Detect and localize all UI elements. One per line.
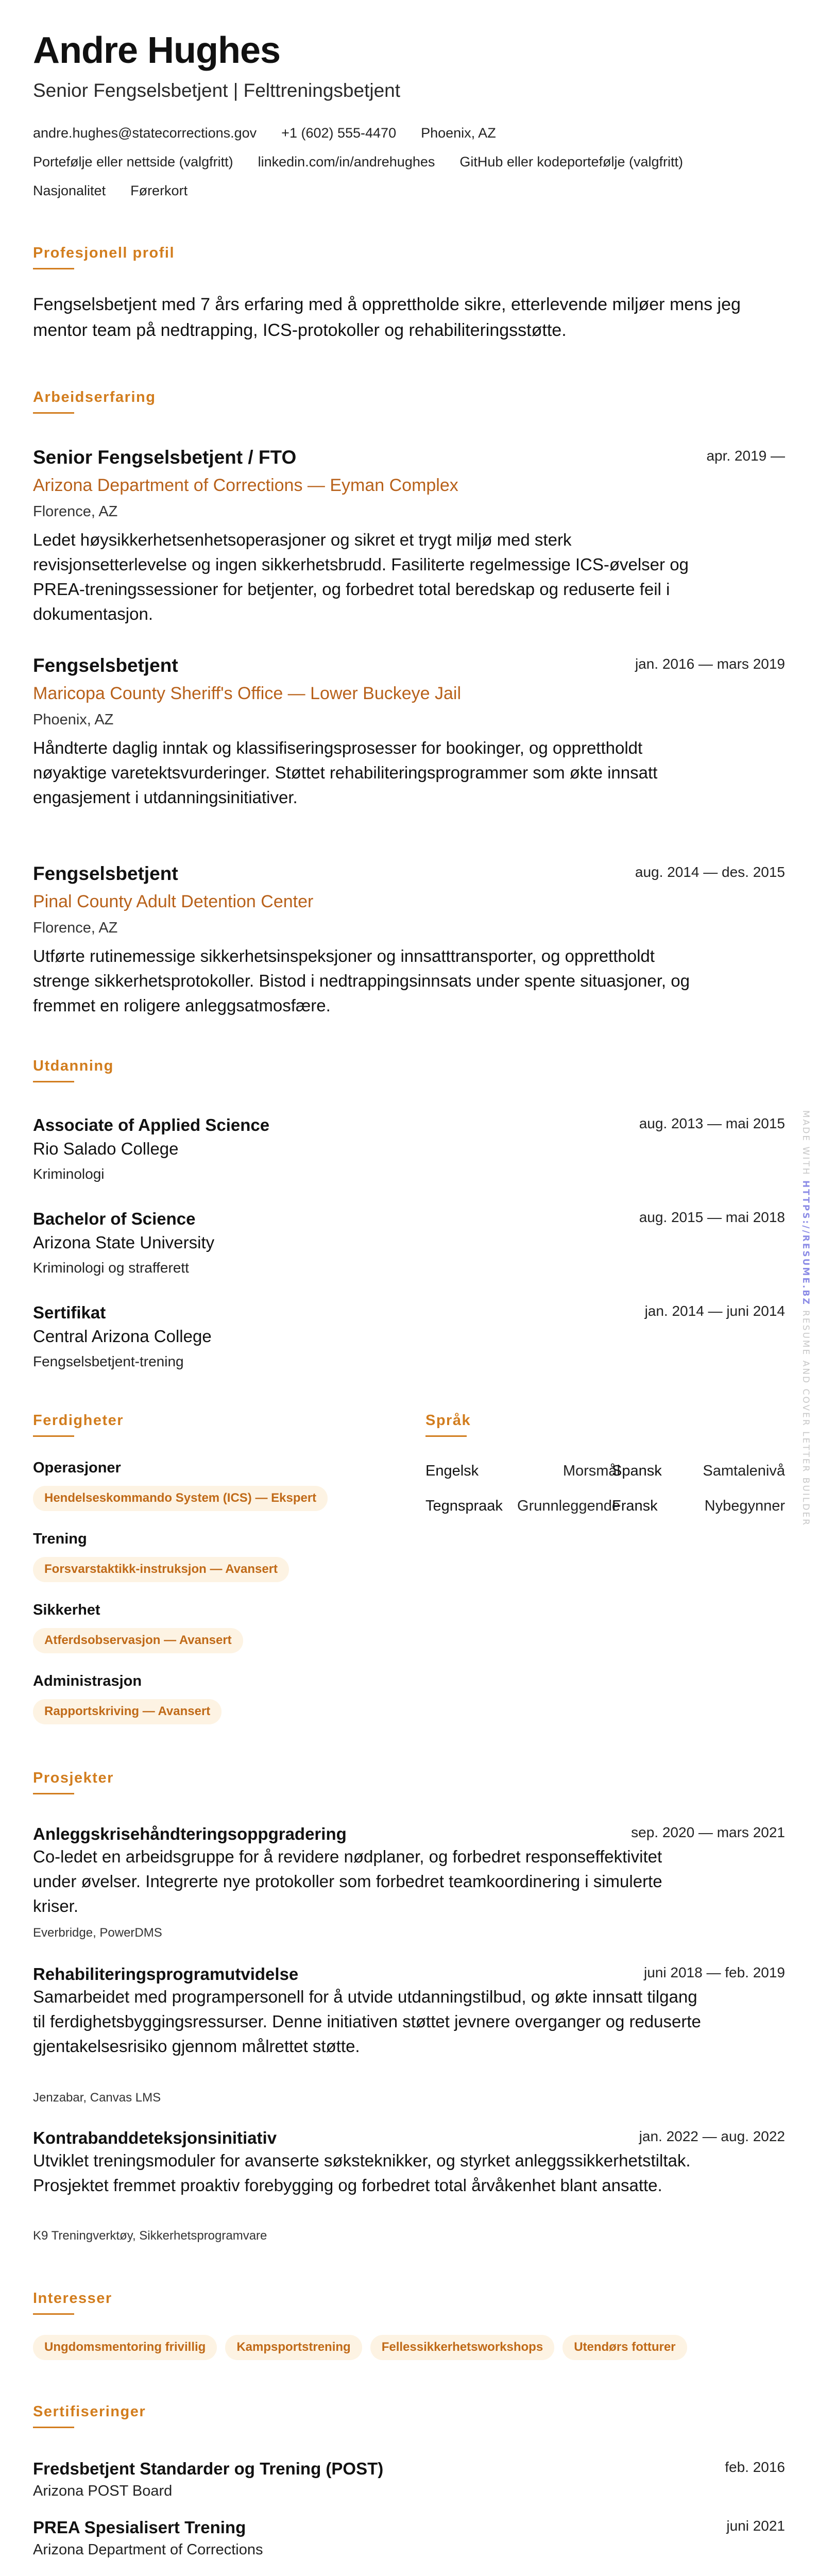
section-divider <box>33 268 74 269</box>
job-organization: Pinal County Adult Detention Center <box>33 892 314 911</box>
certification-issuer: Arizona Department of Corrections <box>33 2541 263 2558</box>
section-title-profile: Profesjonell profil <box>33 245 175 261</box>
watermark-suffix: RESUME AND COVER LETTER BUILDER <box>800 1310 811 1527</box>
contact-row <box>33 125 496 141</box>
job-organization: Arizona Department of Corrections — Eyman Complex <box>33 476 458 495</box>
project-description: Co-ledet en arbeidsgruppe for å revidere nødplaner, og forbedret responseffektivitet under øvelser. Integrerte nye protokoller som forbedret teamkoordinering i simulerte kriser. <box>33 1847 662 1916</box>
project-dates: sep. 2020 — mars 2021 <box>631 1824 785 1840</box>
section-title-projects: Prosjekter <box>33 1770 114 1786</box>
project-name: Anleggskrisehåndteringsoppgradering <box>33 1824 347 1843</box>
builder-watermark <box>799 1110 813 1543</box>
language-name: Engelsk <box>425 1463 479 1479</box>
linkedin-link[interactable]: linkedin.com/in/andrehughes <box>258 154 435 170</box>
interest-tag: Fellessikkerhetsworkshops <box>370 2335 554 2360</box>
education-dates: jan. 2014 — juni 2014 <box>644 1303 785 1319</box>
candidate-name: Andre Hughes <box>33 30 281 71</box>
job-dates: apr. 2019 — <box>706 448 785 464</box>
watermark-prefix: MADE WITH <box>800 1110 811 1176</box>
phone-link[interactable]: +1 (602) 555-4470 <box>281 125 397 141</box>
job-description: Utførte rutinemessige sikkerhetsinspeksjoner og innsatttransporter, og opprettholdt strenge sikkerhetsprotokoller. Bistod i nedtrappingsinnsats under spente situasjoner, og fremmet en roligere anleggsatmosfære. <box>33 946 690 1015</box>
email-link[interactable]: andre.hughes@statecorrections.gov <box>33 125 257 141</box>
project-name: Kontrabanddeteksjonsinitiativ <box>33 2128 277 2147</box>
section-divider <box>425 1435 467 1437</box>
section-title-interests: Interesser <box>33 2290 112 2307</box>
project-technologies: Everbridge, PowerDMS <box>33 1926 162 1940</box>
job-dates: aug. 2014 — des. 2015 <box>635 864 785 880</box>
education-degree: Bachelor of Science <box>33 1209 196 1228</box>
job-title: Fengselsbetjent <box>33 863 178 884</box>
interest-tag: Utendørs fotturer <box>563 2335 687 2360</box>
links-row <box>33 154 683 170</box>
portfolio-link[interactable]: Portefølje eller nettside (valgfritt) <box>33 154 233 170</box>
skill-category: Administrasjon <box>33 1673 142 1689</box>
interest-list <box>33 2335 687 2360</box>
education-school: Rio Salado College <box>33 1139 179 1158</box>
interest-tag: Kampsportstrening <box>225 2335 362 2360</box>
section-title-languages: Språk <box>425 1412 471 1429</box>
education-dates: aug. 2013 — mai 2015 <box>639 1115 785 1131</box>
job-location: Phoenix, AZ <box>33 711 114 728</box>
skill-tag: Forsvarstaktikk-instruksjon — Avansert <box>33 1557 289 1582</box>
project-description: Utviklet treningsmoduler for avanserte søksteknikker, og styrket anleggssikkerhetstiltak. Prosjektet fremmet proaktiv forebygging og forbedret total årvåkenhet blant ansatte. <box>33 2151 691 2195</box>
education-degree: Sertifikat <box>33 1303 106 1322</box>
section-divider <box>33 1081 74 1082</box>
certification-date: juni 2021 <box>726 2518 785 2534</box>
certification-name: Fredsbetjent Standarder og Trening (POST) <box>33 2459 384 2478</box>
location-text: Phoenix, AZ <box>421 125 496 141</box>
job-location: Florence, AZ <box>33 503 118 520</box>
project-description: Samarbeidet med programpersonell for å utvide utdanningstilbud, og økte innsatt tilgang til ferdighetsbyggingsressurser. Denne initiativen støttet jevnere overganger og reduserte gjentakelsesrisiko gjennom målrettet støtte. <box>33 1987 701 2056</box>
project-dates: jan. 2022 — aug. 2022 <box>639 2128 785 2144</box>
job-description: Håndterte daglig inntak og klassifiseringsprosesser for bookinger, og opprettholdt nøyaktige varetektsvurderinger. Støttet rehabiliteringsprogrammer som økte innsatt engasjement i utdanningsinitiativer. <box>33 738 658 807</box>
language-level: Samtalenivå <box>703 1463 785 1479</box>
headline: Senior Fengselsbetjent | Felttreningsbetjent <box>33 80 401 101</box>
skill-tag: Hendelseskommando System (ICS) — Ekspert <box>33 1486 328 1511</box>
education-field: Kriminologi <box>33 1166 105 1182</box>
section-divider <box>33 1435 74 1437</box>
language-name: Tegnspraak <box>425 1498 503 1514</box>
license-text: Førerkort <box>130 183 188 198</box>
project-dates: juni 2018 — feb. 2019 <box>644 1964 785 1980</box>
language-name: Fransk <box>612 1498 658 1514</box>
personal-row <box>33 182 188 199</box>
education-dates: aug. 2015 — mai 2018 <box>639 1209 785 1225</box>
language-name: Spansk <box>612 1463 662 1479</box>
job-organization: Maricopa County Sheriff's Office — Lower Buckeye Jail <box>33 684 462 703</box>
section-divider <box>33 412 74 414</box>
github-link[interactable]: GitHub eller kodeportefølje (valgfritt) <box>459 154 684 170</box>
project-technologies: Jenzabar, Canvas LMS <box>33 2091 161 2105</box>
section-title-experience: Arbeidserfaring <box>33 389 156 405</box>
language-level: Grunnleggende <box>517 1498 620 1514</box>
section-divider <box>33 1793 74 1794</box>
skill-category: Trening <box>33 1531 87 1547</box>
section-title-certifications: Sertifiseringer <box>33 2403 146 2420</box>
certification-date: feb. 2016 <box>725 2459 785 2475</box>
section-title-education: Utdanning <box>33 1058 114 1074</box>
watermark-text <box>800 1110 811 1527</box>
skill-category: Sikkerhet <box>33 1602 100 1618</box>
education-field: Fengselsbetjent-trening <box>33 1353 184 1369</box>
skill-tag: Atferdsobservasjon — Avansert <box>33 1628 243 1653</box>
education-degree: Associate of Applied Science <box>33 1115 270 1134</box>
certification-issuer: Arizona POST Board <box>33 2483 173 2499</box>
job-description: Ledet høysikkerhetsenhetsoperasjoner og sikret et trygt miljø med sterk revisjonsetterlevelse og ingen sikkerhetsbrudd. Fasiliterte regelmessige ICS-øvelser og PREA-treningssessioner for betjenter, og forbedret total beredskap og reduserte feil i dokumentasjon. <box>33 530 689 623</box>
project-name: Rehabiliteringsprogramutvidelse <box>33 1964 299 1984</box>
watermark-link[interactable]: HTTPS://RESUME.BZ <box>800 1180 811 1306</box>
language-level: Morsmål <box>563 1463 620 1479</box>
section-divider <box>33 2313 74 2315</box>
section-title-skills: Ferdigheter <box>33 1412 124 1429</box>
education-school: Central Arizona College <box>33 1327 212 1346</box>
skill-category: Operasjoner <box>33 1460 121 1476</box>
job-dates: jan. 2016 — mars 2019 <box>635 656 785 672</box>
certification-name: PREA Spesialisert Trening <box>33 2518 246 2537</box>
section-divider <box>33 2427 74 2428</box>
language-level: Nybegynner <box>704 1498 785 1514</box>
profile-summary: Fengselsbetjent med 7 års erfaring med å opprettholde sikre, etterlevende miljøer mens jeg mentor team på nedtrapping, ICS-protokoller og rehabiliteringsstøtte. <box>33 295 741 340</box>
job-location: Florence, AZ <box>33 920 118 936</box>
job-title: Senior Fengselsbetjent / FTO <box>33 447 297 468</box>
education-field: Kriminologi og strafferett <box>33 1260 189 1276</box>
interest-tag: Ungdomsmentoring frivillig <box>33 2335 217 2360</box>
project-technologies: K9 Treningverktøy, Sikkerhetsprogramvare <box>33 2229 267 2243</box>
skill-tag: Rapportskriving — Avansert <box>33 1699 221 1724</box>
education-school: Arizona State University <box>33 1233 215 1252</box>
nationality-text: Nasjonalitet <box>33 183 106 198</box>
job-title: Fengselsbetjent <box>33 655 178 676</box>
